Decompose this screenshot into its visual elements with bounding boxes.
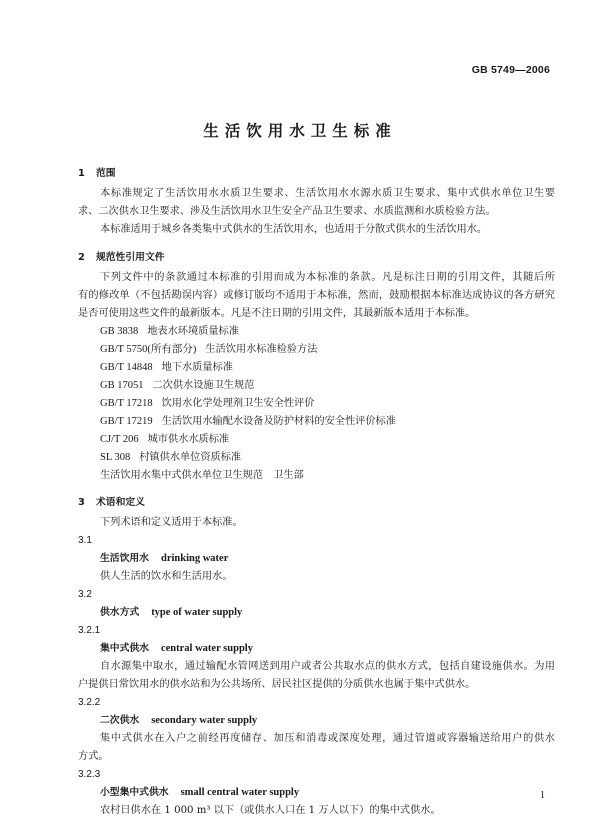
document-title: 生活饮用水卫生标准 — [203, 122, 397, 140]
section-2-heading — [78, 251, 165, 264]
section-1-para-2: 本标准适用于城乡各类集中式供水的生活饮用水，也适用于分散式供水的生活饮用水。 — [100, 224, 488, 235]
term-english: small central water supply — [180, 787, 300, 798]
term-chinese: 供水方式 — [100, 607, 140, 618]
reference-code: GB/T 5750(所有部分) — [100, 344, 197, 355]
section-1-title: 范围 — [96, 168, 116, 179]
clause-3-1-number: 3.1 — [78, 535, 92, 546]
term-english: secondary water supply — [151, 715, 258, 726]
clause-3-2-3-term — [100, 786, 299, 799]
clause-3-2-2-definition-line-2: 方式。 — [78, 751, 109, 762]
section-2-para-1-line-1: 下列文件中的条款通过本标准的引用而成为本标准的条款。凡是标注日期的引用文件，其随后所 — [100, 272, 555, 283]
clause-3-1-definition: 供人生活的饮水和生活用水。 — [100, 571, 233, 582]
section-2-para-1-line-3: 是否可使用这些文件的最新版本。凡是不注日期的引用文件，其最新版本适用于本标准。 — [78, 308, 476, 319]
section-2-title: 规范性引用文件 — [96, 252, 165, 263]
reference-item — [100, 415, 396, 428]
term-english: drinking water — [160, 553, 229, 564]
reference-item — [100, 397, 314, 410]
page-number: 1 — [540, 790, 545, 801]
reference-title: 生活饮用水集中式供水单位卫生规范 卫生部 — [100, 470, 304, 481]
term-english: central water supply — [160, 643, 253, 654]
section-3-number: 3 — [78, 497, 85, 508]
clause-3-2-1-term — [100, 642, 253, 655]
reference-title: 生活饮用水标准检验方法 — [205, 344, 318, 355]
reference-item — [100, 451, 241, 464]
reference-code: CJ/T 206 — [100, 434, 139, 445]
clause-3-2-1-definition-line-1: 自水源集中取水，通过输配水管网送到用户或者公共取水点的供水方式，包括自建设施供水。为用 — [100, 661, 555, 672]
reference-item — [100, 325, 239, 338]
standard-number: GB 5749—2006 — [471, 64, 550, 76]
reference-title: 城市供水水质标准 — [147, 434, 230, 445]
reference-code: GB 17051 — [100, 380, 144, 391]
clause-3-2-2-number: 3.2.2 — [78, 697, 101, 708]
term-chinese: 二次供水 — [100, 715, 140, 726]
reference-code: SL 308 — [100, 452, 131, 463]
reference-title: 地下水质量标准 — [161, 362, 233, 373]
term-chinese: 生活饮用水 — [100, 553, 149, 564]
section-2-para-1-line-2: 有的修改单（不包括勘误内容）或修订版均不适用于本标准，然而，鼓励根据本标准达成协议的各方研究 — [78, 290, 555, 301]
clause-3-2-1-number: 3.2.1 — [78, 625, 101, 636]
clause-3-2-2-definition-line-1: 集中式供水在入户之前经再度储存、加压和消毒或深度处理，通过管道或容器输送给用户的供水 — [100, 733, 555, 744]
reference-item — [100, 361, 233, 374]
section-1-para-1-line-1: 本标准规定了生活饮用水水质卫生要求、生活饮用水水源水质卫生要求、集中式供水单位卫生要 — [100, 188, 555, 199]
reference-item — [100, 433, 229, 446]
term-chinese: 集中式供水 — [100, 643, 149, 654]
reference-item — [100, 379, 254, 392]
reference-title: 饮用水化学处理剂卫生安全性评价 — [161, 398, 315, 409]
clause-3-1-term — [100, 552, 228, 565]
reference-code: GB/T 14848 — [100, 362, 153, 373]
section-3-intro: 下列术语和定义适用于本标准。 — [100, 517, 243, 528]
reference-item — [100, 343, 317, 356]
section-2-number: 2 — [78, 252, 85, 263]
reference-code: GB 3838 — [100, 326, 139, 337]
reference-code: GB/T 17219 — [100, 416, 153, 427]
reference-title: 地表水环境质量标准 — [147, 326, 239, 337]
clause-3-2-3-definition: 农村日供水在 1 000 m³ 以下（或供水人口在 1 万人以下）的集中式供水。 — [100, 805, 441, 816]
clause-3-2-3-number: 3.2.3 — [78, 769, 101, 780]
section-1-para-1-line-2: 求、二次供水卫生要求、涉及生活饮用水卫生安全产品卫生要求、水质监测和水质检验方法。 — [78, 206, 496, 217]
reference-code: GB/T 17218 — [100, 398, 153, 409]
clause-3-2-term — [100, 606, 242, 619]
clause-3-2-2-term — [100, 714, 257, 727]
reference-title: 生活饮用水输配水设备及防护材料的安全性评价标准 — [161, 416, 396, 427]
reference-title: 村镇供水单位资质标准 — [139, 452, 242, 463]
reference-title: 二次供水设施卫生规范 — [152, 380, 255, 391]
section-1-number: 1 — [78, 168, 85, 179]
section-3-heading — [78, 496, 145, 509]
clause-3-2-1-definition-line-2: 户提供日常饮用水的供水站和为公共场所、居民社区提供的分质供水也属于集中式供水。 — [78, 679, 476, 690]
reference-item — [100, 469, 304, 482]
term-english: type of water supply — [151, 607, 243, 618]
term-chinese: 小型集中式供水 — [100, 787, 169, 798]
clause-3-2-number: 3.2 — [78, 589, 92, 600]
section-3-title: 术语和定义 — [96, 497, 145, 508]
section-1-heading — [78, 167, 116, 180]
